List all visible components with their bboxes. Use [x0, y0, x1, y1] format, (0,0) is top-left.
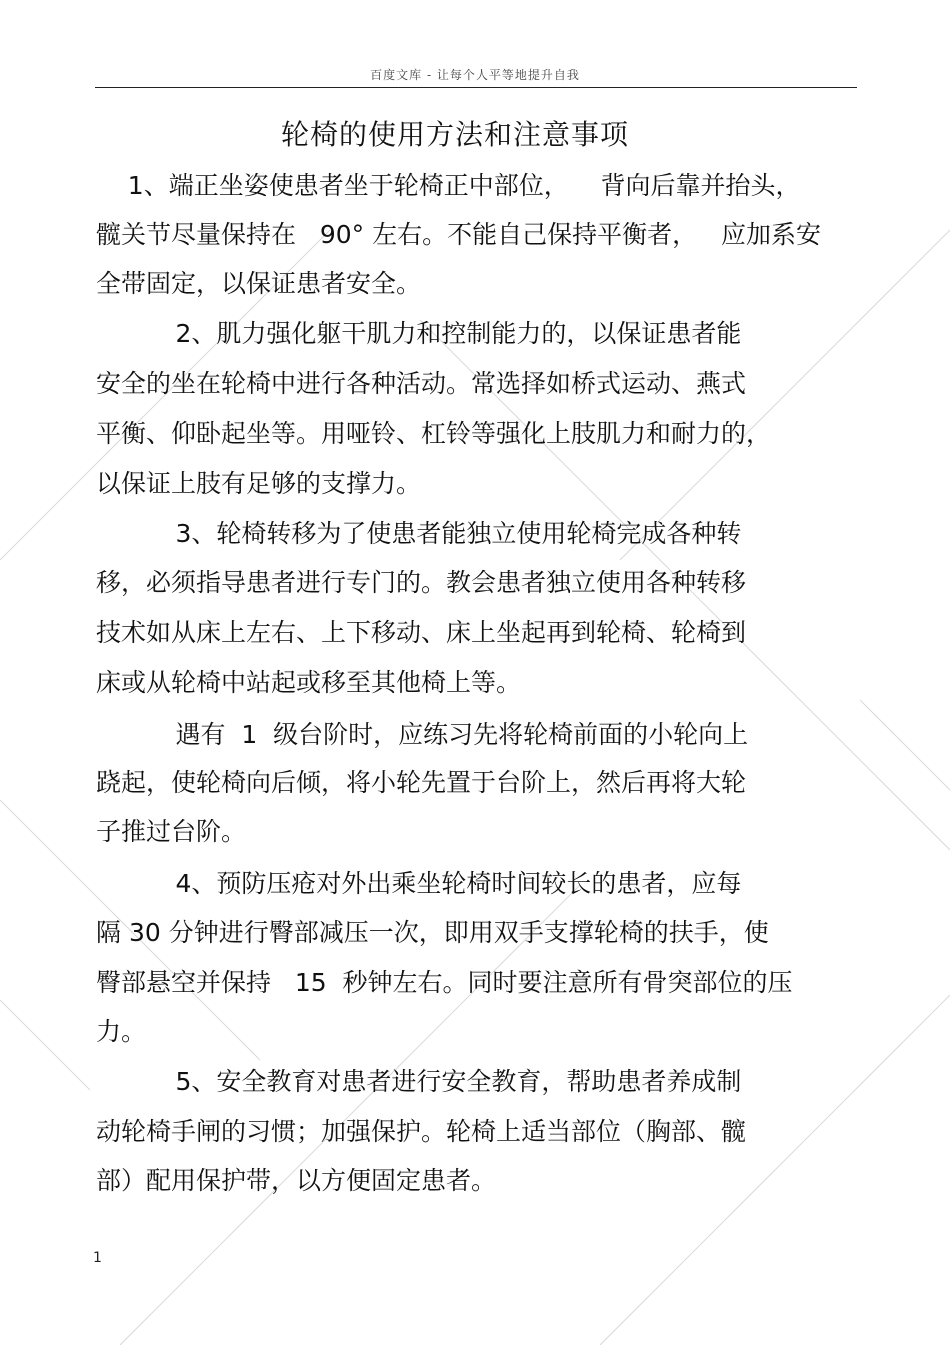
- body-line: 移，必须指导患者进行专门的。教会患者独立使用各种转移: [96, 568, 747, 597]
- body-line: 5、安全教育对患者进行安全教育，帮助患者养成制: [96, 1067, 742, 1096]
- body-line: 全带固定，以保证患者安全。: [96, 269, 422, 298]
- document-title: 轮椅的使用方法和注意事项: [280, 118, 629, 151]
- body-line: 力。: [96, 1017, 147, 1046]
- body-line: 动轮椅手闸的习惯；加强保护。轮椅上适当部位（胸部、髋: [96, 1117, 747, 1146]
- body-line: 髋关节尽量保持在 90° 左右。不能自己保持平衡者， 应加系安: [96, 220, 821, 249]
- page-number: 1: [93, 1250, 102, 1266]
- header-divider: [95, 87, 857, 88]
- body-line: 1、端正坐姿使患者坐于轮椅正中部位， 背向后靠并抬头，: [96, 171, 801, 200]
- body-line: 技术如从床上左右、上下移动、床上坐起再到轮椅、轮椅到: [96, 618, 747, 647]
- body-line: 床或从轮椅中站起或移至其他椅上等。: [96, 668, 522, 697]
- body-line: 3、轮椅转移为了使患者能独立使用轮椅完成各种转: [96, 519, 742, 548]
- body-line: 部）配用保护带，以方便固定患者。: [96, 1166, 497, 1195]
- body-line: 臀部悬空并保持 15 秒钟左右。同时要注意所有骨突部位的压: [96, 968, 793, 997]
- body-line: 4、预防压疮对外出乘坐轮椅时间较长的患者，应每: [96, 869, 742, 898]
- body-line: 跷起，使轮椅向后倾，将小轮先置于台阶上，然后再将大轮: [96, 768, 747, 797]
- body-line: 遇有 1 级台阶时，应练习先将轮椅前面的小轮向上: [96, 720, 749, 749]
- page-header: 百度文库 - 让每个人平等地提升自我: [370, 68, 580, 82]
- body-line: 以保证上肢有足够的支撑力。: [96, 469, 422, 498]
- body-line: 子推过台阶。: [96, 817, 247, 846]
- body-line: 2、肌力强化躯干肌力和控制能力的，以保证患者能: [96, 319, 742, 348]
- body-line: 隔 30 分钟进行臀部减压一次，即用双手支撑轮椅的扶手，使: [96, 918, 769, 947]
- body-line: 安全的坐在轮椅中进行各种活动。常选择如桥式运动、燕式: [96, 369, 747, 398]
- body-line: 平衡、仰卧起坐等。用哑铃、杠铃等强化上肢肌力和耐力的，: [96, 419, 772, 448]
